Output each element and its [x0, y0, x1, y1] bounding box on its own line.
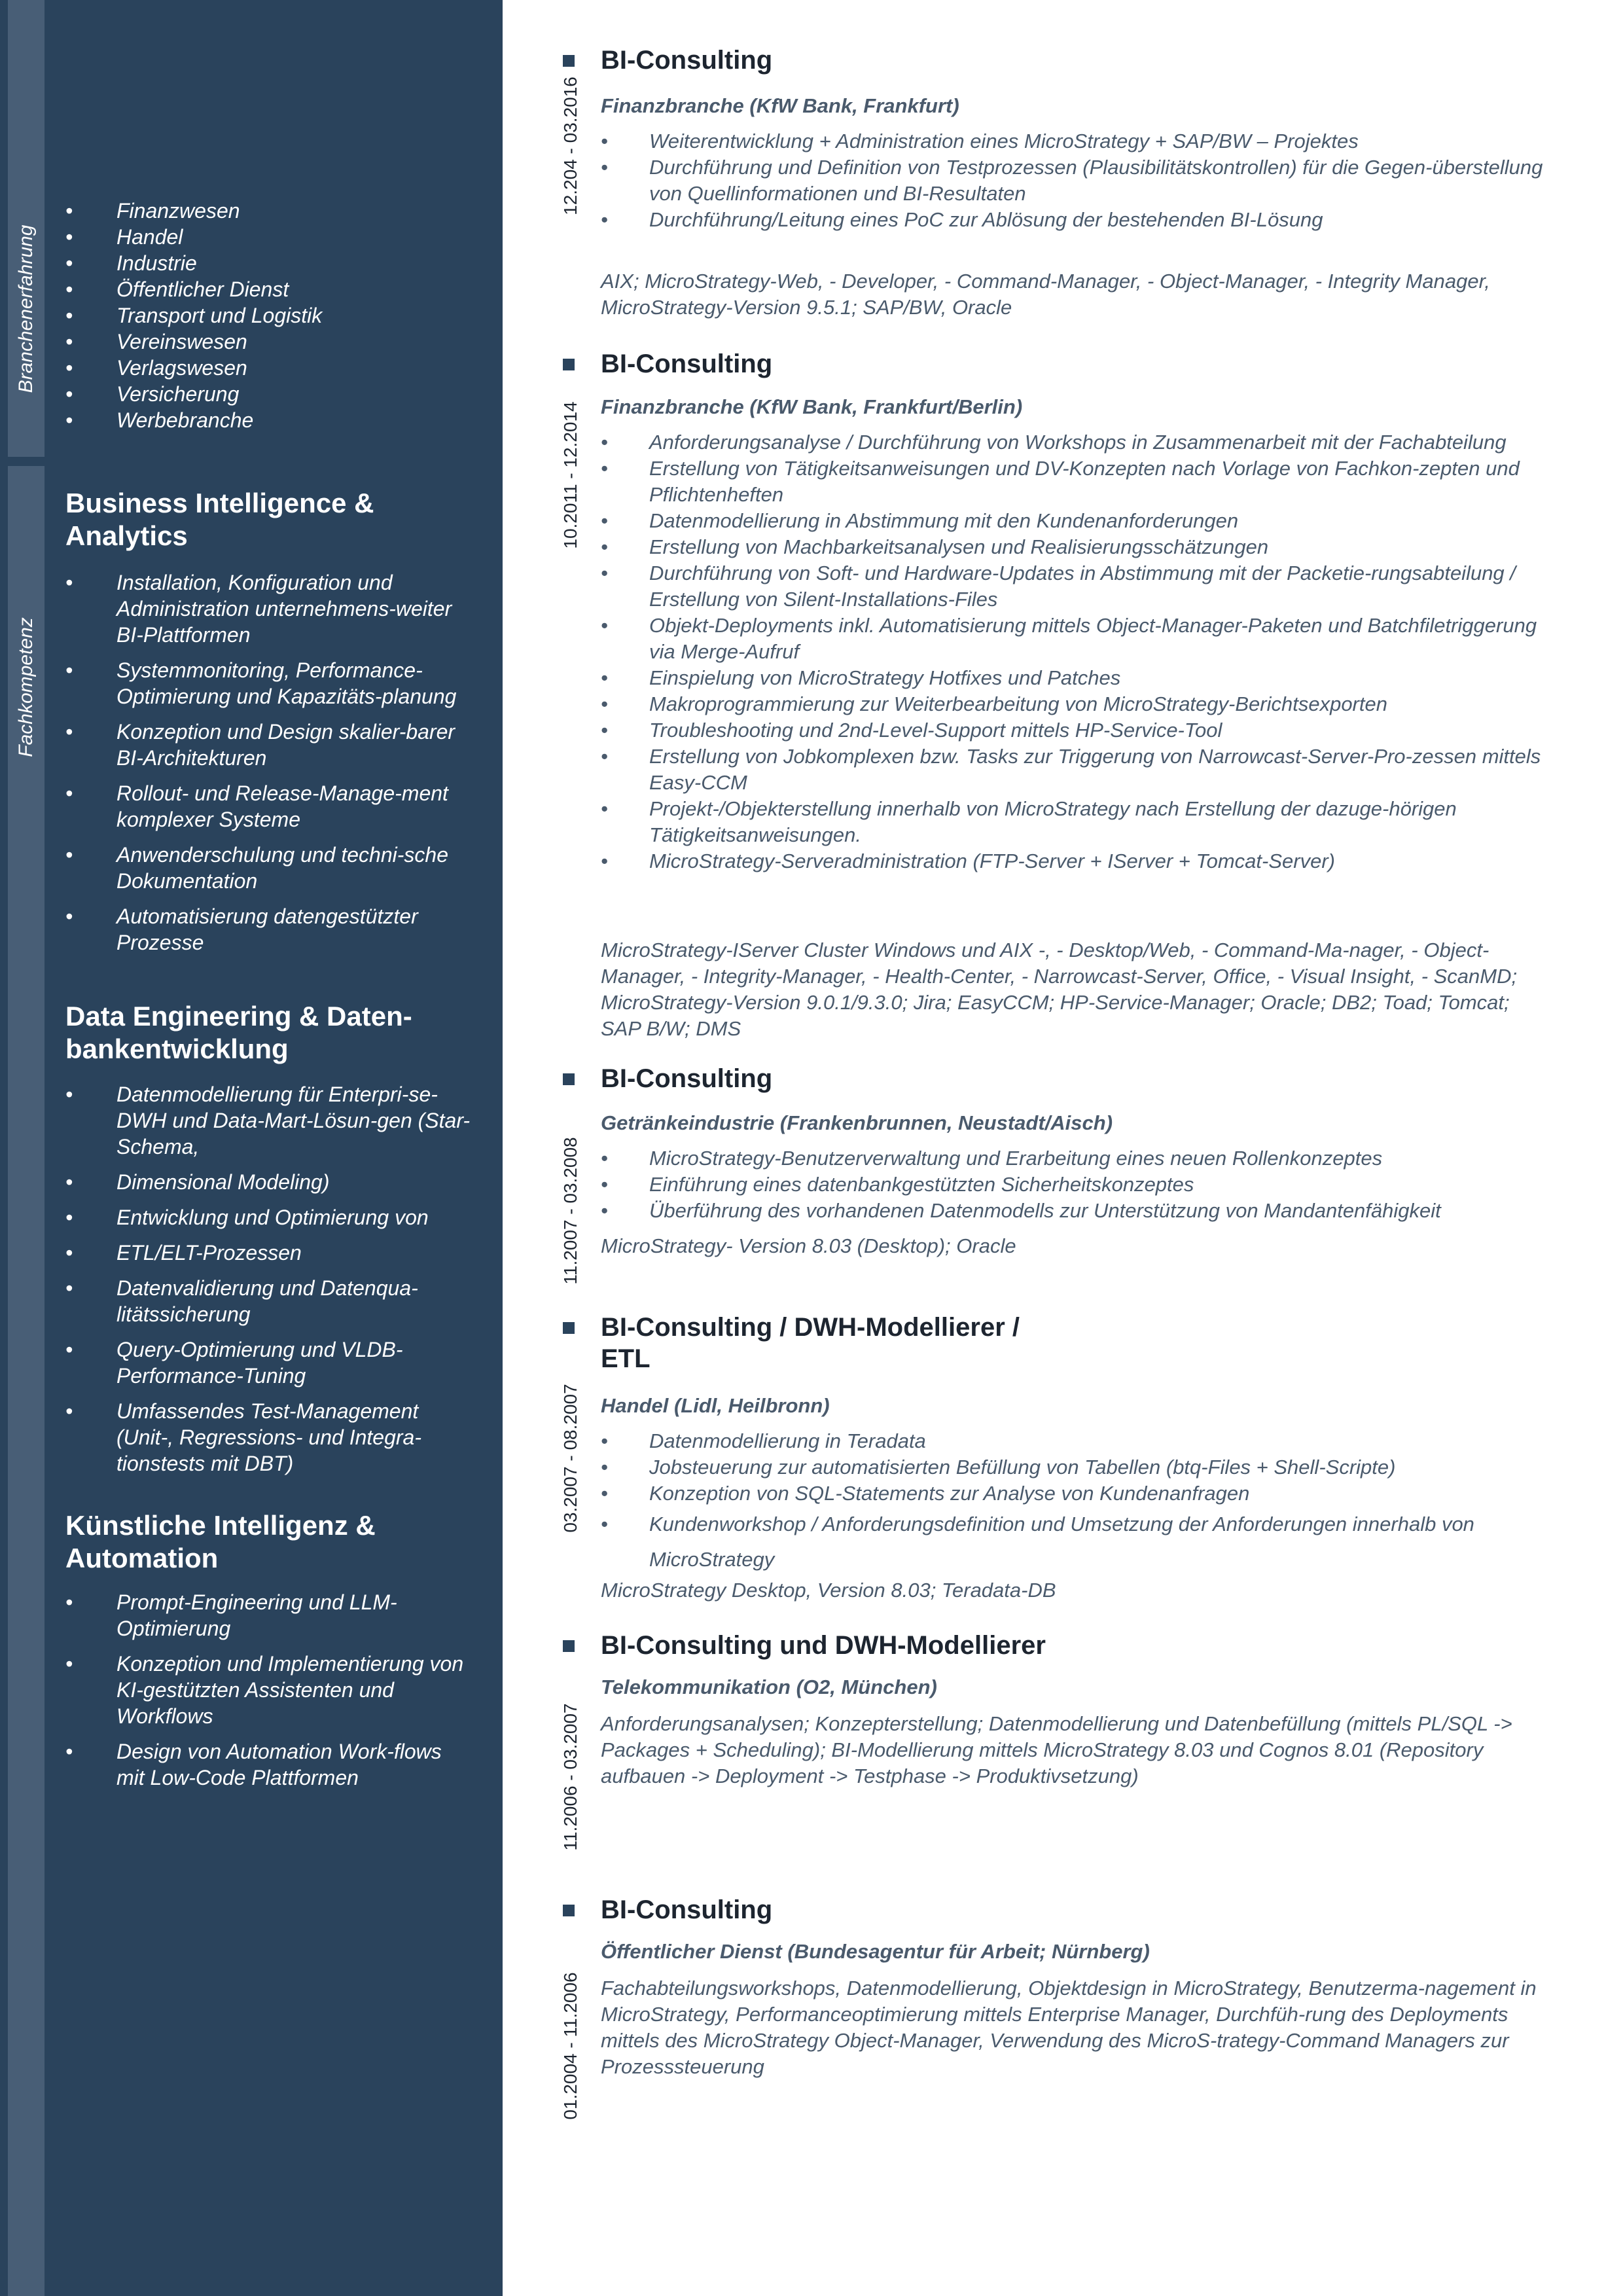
entry-bullet: • Durchführung von Soft- und Hardware-Updates in Abstimmung mit der Packetie-rungsabteilung / Erstellung von Silent-Installations-Files: [601, 560, 1543, 613]
skill-item: • Prompt-Engineering und LLM-Optimierung: [65, 1589, 471, 1641]
entry-bullet: • Datenmodellierung in Teradata: [601, 1428, 1543, 1454]
entry-bullets: [601, 1428, 1543, 1577]
skill-item: • ETL/ELT-Prozessen: [65, 1240, 471, 1266]
entry-bullet: • Jobsteuerung zur automatisierten Befüllung von Tabellen (btq-Files + Shell-Scripte): [601, 1454, 1543, 1480]
industry-list: [65, 198, 471, 433]
skill-item: • Datenmodellierung für Enterpri-se-DWH und Data-Mart-Lösun-gen (Star-Schema,: [65, 1081, 471, 1160]
entry-bullet: • Durchführung/Leitung eines PoC zur Ablösung der bestehenden BI-Lösung: [601, 207, 1543, 233]
entry-client: Öffentlicher Dienst (Bundesagentur für Arbeit; Nürnberg): [601, 1940, 1150, 1963]
section-heading-ki: Künstliche Intelligenz & Automation: [65, 1510, 376, 1573]
entry-bullet: • Erstellung von Machbarkeitsanalysen und Realisierungsschätzungen: [601, 534, 1543, 560]
skill-item: • Anwenderschulung und techni-sche Dokumentation: [65, 842, 471, 894]
industry-item: • Öffentlicher Dienst: [65, 276, 471, 302]
industry-item: • Verlagswesen: [65, 355, 471, 381]
entry-client: Finanzbranche (KfW Bank, Frankfurt): [601, 94, 959, 117]
entry-bullet: • Durchführung und Definition von Testprozessen (Plausibilitätskontrollen) für die Gegen-überstellung von Quellinformationen und BI-Resultaten: [601, 154, 1543, 207]
entry-tech: Fachabteilungsworkshops, Datenmodellierung, Objektdesign in MicroStrategy, Benutzerma-nagement in MicroStrategy, Performanceoptimierung mittels Enterprise Manager, Durchfüh-rung des Deployments mittels des MicroStrategy Object-Manager, Verwendung des MicroS-trategy-Command Managers zur Prozesssteuerung: [601, 1977, 1537, 2078]
entry-date: 01.2004 - 11.2006: [560, 1972, 580, 2120]
skill-item: • Query-Optimierung und VLDB-Performance-Tuning: [65, 1336, 471, 1389]
entry-date: 12.204 - 03.2016: [560, 77, 580, 215]
entry-bullets: [601, 1145, 1543, 1224]
skill-item: • Konzeption und Design skalier-barer BI-Architekturen: [65, 719, 471, 771]
project-list: [503, 0, 1623, 2296]
entry-client: Finanzbranche (KfW Bank, Frankfurt/Berlin): [601, 395, 1023, 418]
skill-list-ki: [65, 1589, 471, 1800]
entry-bullet: • Projekt-/Objekterstellung innerhalb von MicroStrategy nach Erstellung der dazuge-hörigen Tätigkeitsanweisungen.: [601, 796, 1543, 848]
entry-bullets: [601, 429, 1543, 874]
skill-item: • Dimensional Modeling): [65, 1169, 471, 1195]
entry-bullet: • Anforderungsanalyse / Durchführung von Workshops in Zusammenarbeit mit der Fachabteilung: [601, 429, 1543, 456]
industry-item: • Versicherung: [65, 381, 471, 407]
entry-bullet: • Kundenworkshop / Anforderungsdefinition und Umsetzung der Anforderungen innerhalb von MicroStrategy: [601, 1507, 1543, 1577]
fachkompetenz-label: Fachkompetenz: [15, 617, 37, 757]
entry-bullet: • Makroprogrammierung zur Weiterbearbeitung von MicroStrategy-Berichtsexporten: [601, 691, 1543, 717]
entry-bullet: • Einspielung von MicroStrategy Hotfixes und Patches: [601, 665, 1543, 691]
entry-bullet: • Troubleshooting und 2nd-Level-Support mittels HP-Service-Tool: [601, 717, 1543, 744]
entry-bullets: [601, 128, 1543, 233]
entry-title: BI-Consulting / DWH-Modellierer / ETL: [601, 1313, 1020, 1373]
section-heading-data-engineering: Data Engineering & Daten-bankentwicklung: [65, 1001, 412, 1064]
entry-date: 11.2006 - 03.2007: [560, 1703, 580, 1851]
entry-bullet: • Objekt-Deployments inkl. Automatisierung mittels Object-Manager-Paketen und Batchfiletriggerung via Merge-Aufruf: [601, 613, 1543, 665]
skill-item: • Systemmonitoring, Performance-Optimierung und Kapazitäts-planung: [65, 657, 471, 709]
entry-marker: [563, 359, 575, 370]
entry-client: Handel (Lidl, Heilbronn): [601, 1394, 830, 1417]
industry-item: • Finanzwesen: [65, 198, 471, 224]
skill-item: • Datenvalidierung und Datenqua-litätssicherung: [65, 1275, 471, 1327]
entry-marker: [563, 1640, 575, 1652]
entry-bullet: • MicroStrategy-Serveradministration (FTP-Server + IServer + Tomcat-Server): [601, 848, 1543, 874]
entry-bullet: • Konzeption von SQL-Statements zur Analyse von Kundenanfragen: [601, 1480, 1543, 1507]
industry-item: • Werbebranche: [65, 407, 471, 433]
skill-item: • Installation, Konfiguration und Administration unternehmens-weiter BI-Plattformen: [65, 569, 471, 648]
entry-title: BI-Consulting: [601, 350, 773, 378]
industry-item: • Handel: [65, 224, 471, 250]
entry-marker: [563, 1905, 575, 1916]
entry-date: 11.2007 - 03.2008: [560, 1137, 580, 1285]
entry-bullet: • Weiterentwicklung + Administration eines MicroStrategy + SAP/BW – Projektes: [601, 128, 1543, 154]
entry-bullet: • Datenmodellierung in Abstimmung mit den Kundenanforderungen: [601, 508, 1543, 534]
branchen-label: Branchenerfahrung: [15, 224, 37, 393]
entry-tech: MicroStrategy-IServer Cluster Windows und AIX -, - Desktop/Web, - Command-Ma-nager, - Object-Manager, - Integrity-Manager, - Health-Center, - Narrowcast-Server, Office, - Visual Insight, - ScanMD; MicroStrategy-Version 9.0.1/9.3.0; Jira; EasyCCM; HP-Service-Manager; Oracle; DB2; Toad; Tomcat; SAP B/W; DMS: [601, 939, 1518, 1040]
entry-title: BI-Consulting: [601, 46, 773, 75]
entry-title: BI-Consulting und DWH-Modellierer: [601, 1631, 1046, 1660]
skill-list-bi: [65, 569, 471, 965]
entry-bullet: • Erstellung von Tätigkeitsanweisungen und DV-Konzepten nach Vorlage von Fachkon-zepten und Pflichtenheften: [601, 456, 1543, 508]
entry-bullet: • Erstellung von Jobkomplexen bzw. Tasks zur Triggerung von Narrowcast-Server-Pro-zessen mittels Easy-CCM: [601, 744, 1543, 796]
entry-bullet: • MicroStrategy-Benutzerverwaltung und Erarbeitung eines neuen Rollenkonzeptes: [601, 1145, 1543, 1172]
skill-item: • Entwicklung und Optimierung von: [65, 1204, 471, 1230]
entry-client: Telekommunikation (O2, München): [601, 1676, 937, 1698]
skill-item: • Konzeption und Implementierung von KI-gestützten Assistenten und Workflows: [65, 1651, 471, 1729]
skill-item: • Rollout- und Release-Manage-ment komplexer Systeme: [65, 780, 471, 833]
entry-marker: [563, 1322, 575, 1334]
skill-list-data-engineering: [65, 1081, 471, 1486]
entry-date: 10.2011 - 12.2014: [560, 401, 580, 549]
entry-bullet: • Einführung eines datenbankgestützten Sicherheitskonzeptes: [601, 1172, 1543, 1198]
section-heading-bi: Business Intelligence & Analytics: [65, 488, 374, 551]
skill-item: • Design von Automation Work-flows mit Low-Code Plattformen: [65, 1738, 471, 1791]
industry-item: • Transport und Logistik: [65, 302, 471, 329]
entry-tech: MicroStrategy- Version 8.03 (Desktop); Oracle: [601, 1234, 1016, 1257]
skill-item: • Automatisierung datengestützter Prozesse: [65, 903, 471, 956]
entry-tech: AIX; MicroStrategy-Web, - Developer, - Command-Manager, - Object-Manager, - Integrity Manager, MicroStrategy-Version 9.5.1; SAP/BW, Oracle: [601, 270, 1490, 319]
entry-marker: [563, 1073, 575, 1085]
entry-date: 03.2007 - 08.2007: [560, 1384, 580, 1533]
entry-bullet: • Überführung des vorhandenen Datenmodells zur Unterstützung von Mandantenfähigkeit: [601, 1198, 1543, 1224]
entry-tech: MicroStrategy Desktop, Version 8.03; Teradata-DB: [601, 1579, 1056, 1602]
entry-title: BI-Consulting: [601, 1895, 773, 1924]
entry-client: Getränkeindustrie (Frankenbrunnen, Neustadt/Aisch): [601, 1111, 1113, 1134]
skill-item: • Umfassendes Test-Management (Unit-, Regressions- und Integra-tionstests mit DBT): [65, 1398, 471, 1477]
industry-item: • Vereinswesen: [65, 329, 471, 355]
entry-title: BI-Consulting: [601, 1064, 773, 1093]
sidebar: [0, 0, 503, 2296]
entry-marker: [563, 55, 575, 67]
industry-item: • Industrie: [65, 250, 471, 276]
entry-tech: Anforderungsanalysen; Konzepterstellung; Datenmodellierung und Datenbefüllung (mittels PL/SQL -> Packages + Scheduling); BI-Modellierung mittels MicroStrategy 8.03 und Cognos 8.01 (Repository aufbauen -> Deployment -> Testphase -> Produktivsetzung): [601, 1712, 1512, 1787]
